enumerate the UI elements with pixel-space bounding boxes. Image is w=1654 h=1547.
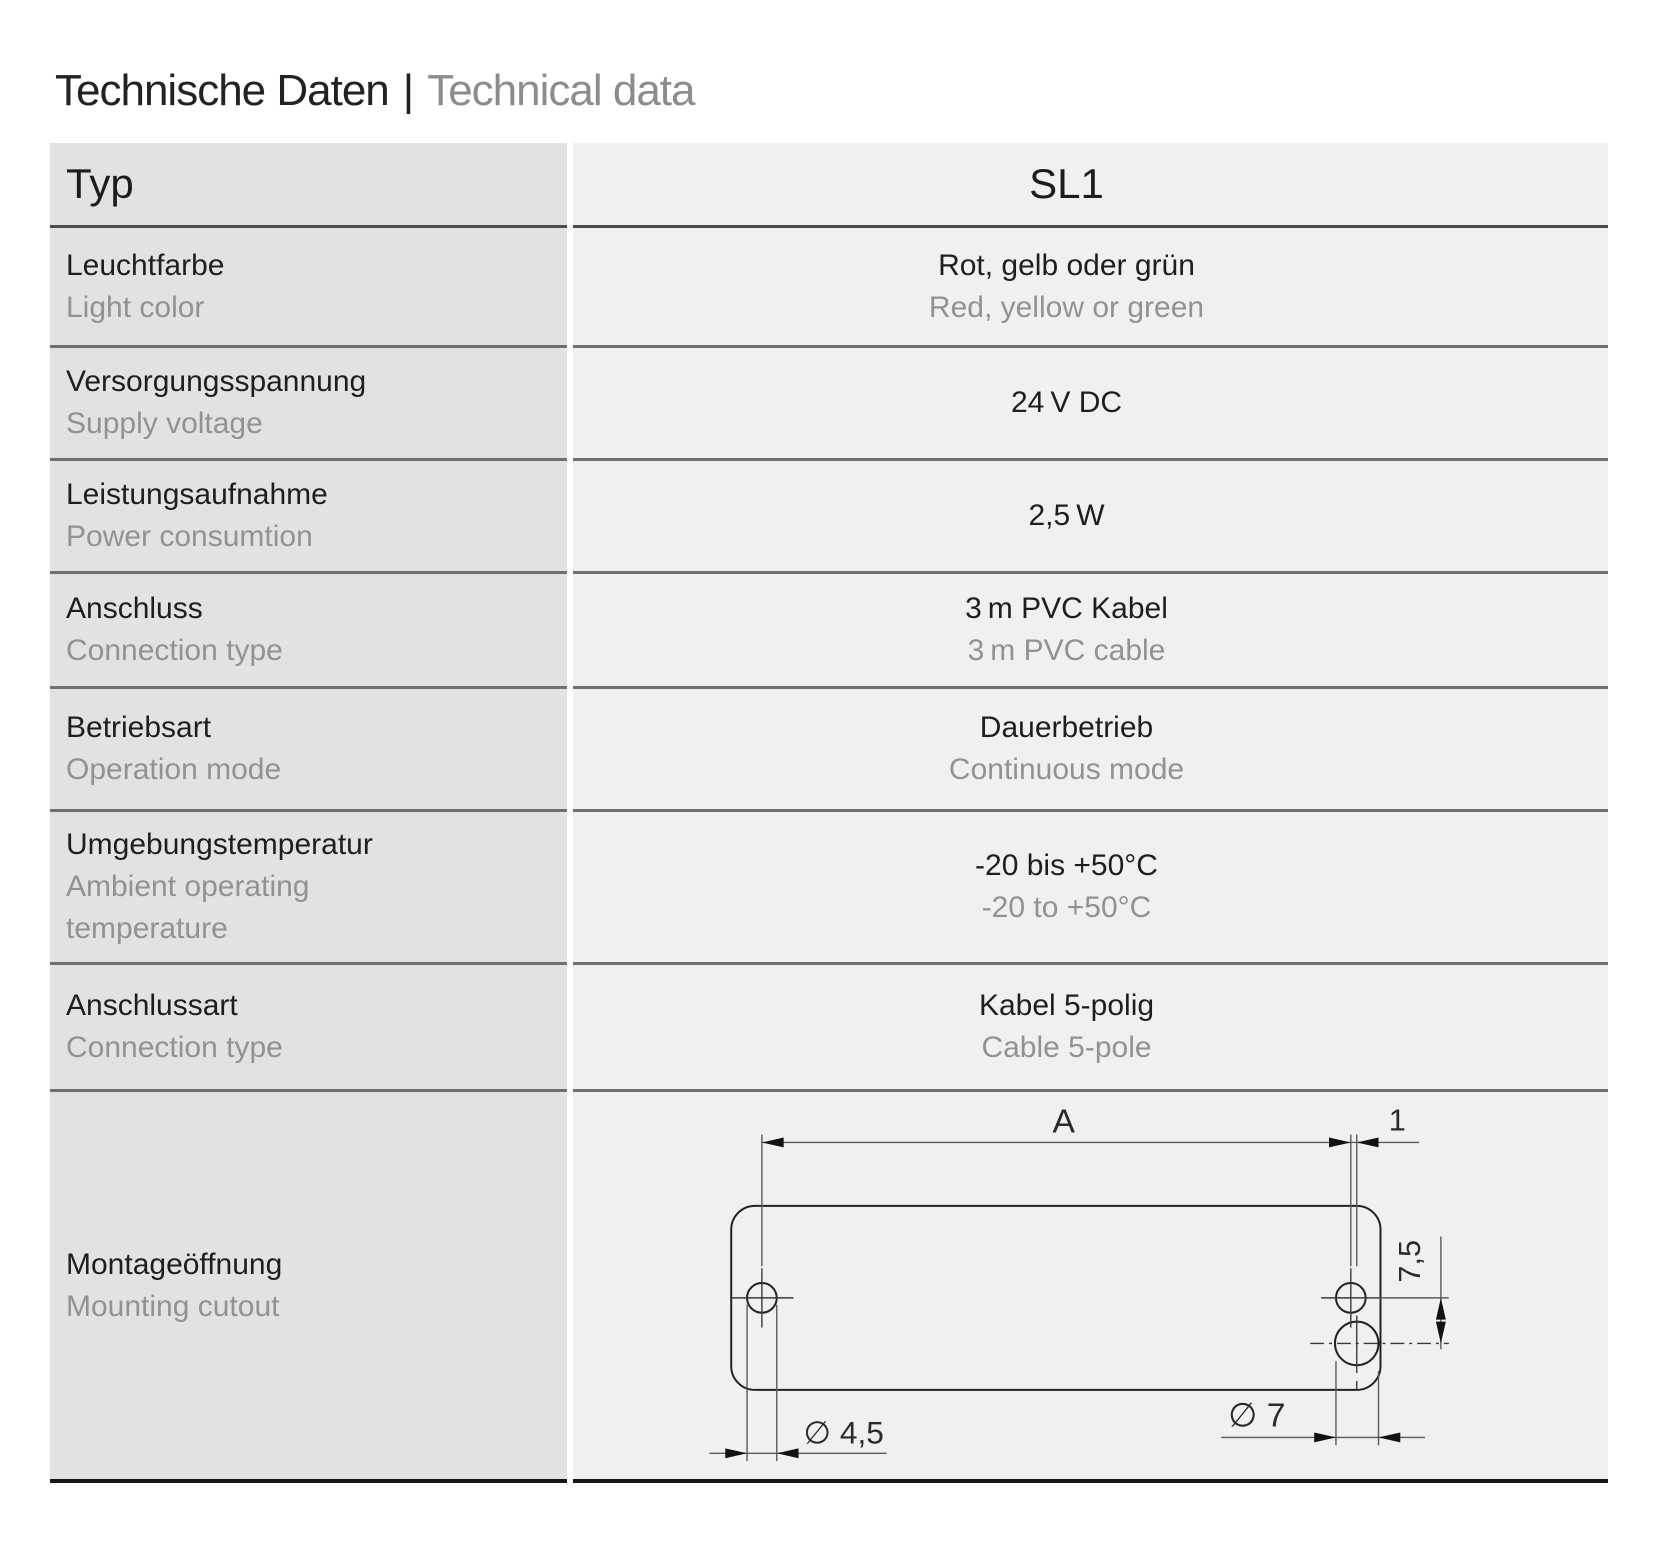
mounting-cutout-drawing bbox=[573, 1092, 1608, 1479]
row-label-en: Light color bbox=[66, 290, 205, 324]
row-label-de: Versorgungsspannung bbox=[66, 365, 367, 398]
table-row-supply-voltage bbox=[50, 348, 1608, 461]
row-value-en: -20 to +50°C bbox=[981, 891, 1152, 924]
table-row-ambient-temperature bbox=[50, 812, 1608, 965]
row-value-de: Kabel 5-polig bbox=[978, 989, 1155, 1022]
dim-label-width-A: A bbox=[1052, 1103, 1076, 1141]
row-label-en: Supply voltage bbox=[66, 407, 263, 440]
dim-label-hole-large: ∅ 7 bbox=[1228, 1397, 1286, 1435]
row-label-de: Betriebsart bbox=[66, 711, 212, 744]
row-label-de: Leistungsaufnahme bbox=[66, 478, 328, 511]
row-label-en: Power consumtion bbox=[66, 520, 313, 553]
row-label-en: Connection type bbox=[66, 634, 283, 667]
row-value-en: Continuous mode bbox=[948, 753, 1185, 786]
table-header-row bbox=[50, 143, 1608, 228]
table-row-operation-mode bbox=[50, 689, 1608, 812]
title-separator: | bbox=[402, 66, 414, 115]
page-title bbox=[55, 66, 695, 116]
page-title-english: Technical data bbox=[427, 66, 695, 115]
dim-label-offset-1: 1 bbox=[1388, 1102, 1406, 1138]
type-label: Typ bbox=[66, 160, 134, 207]
table-row-power-consumption bbox=[50, 461, 1608, 574]
row-value-de: Rot, gelb oder grün bbox=[938, 248, 1195, 282]
row-value-de: -20 bis +50°C bbox=[975, 849, 1158, 882]
page-title-german: Technische Daten bbox=[55, 66, 389, 115]
dim-label-hole-small: ∅ 4,5 bbox=[803, 1414, 884, 1451]
row-label-de: Umgebungstemperatur bbox=[66, 828, 373, 861]
table-row-connection-type bbox=[50, 965, 1608, 1092]
type-value: SL1 bbox=[1029, 160, 1104, 207]
header-label-cell bbox=[50, 143, 567, 228]
header-value-cell bbox=[573, 143, 1608, 228]
row-value-de: 24 V DC bbox=[1010, 386, 1123, 419]
row-value-en: 3 m PVC cable bbox=[967, 634, 1166, 667]
row-label-en: Mounting cutout bbox=[66, 1289, 280, 1323]
row-label-de: Anschlussart bbox=[66, 989, 238, 1022]
table-row-light-color bbox=[50, 228, 1608, 348]
row-label-de: Leuchtfarbe bbox=[66, 248, 225, 282]
row-value-en: Cable 5-pole bbox=[981, 1031, 1152, 1064]
table-row-mounting-cutout bbox=[50, 1092, 1608, 1483]
cutout-outline bbox=[731, 1206, 1380, 1390]
row-label-en: Operation mode bbox=[66, 753, 282, 786]
row-label-en: Ambient operating temperature bbox=[66, 870, 310, 945]
row-value-de: 2,5 W bbox=[1028, 499, 1105, 532]
row-label-de: Montageöffnung bbox=[66, 1247, 283, 1281]
dim-label-vertical-offset: 7,5 bbox=[1392, 1239, 1428, 1283]
technical-data-table bbox=[50, 143, 1608, 1483]
row-value-de: 3 m PVC Kabel bbox=[965, 592, 1168, 625]
table-row-connection bbox=[50, 574, 1608, 689]
row-label-de: Anschluss bbox=[66, 592, 203, 625]
row-label-en: Connection type bbox=[66, 1031, 283, 1064]
row-value-de: Dauerbetrieb bbox=[979, 711, 1154, 744]
row-value-en: Red, yellow or green bbox=[928, 290, 1205, 324]
